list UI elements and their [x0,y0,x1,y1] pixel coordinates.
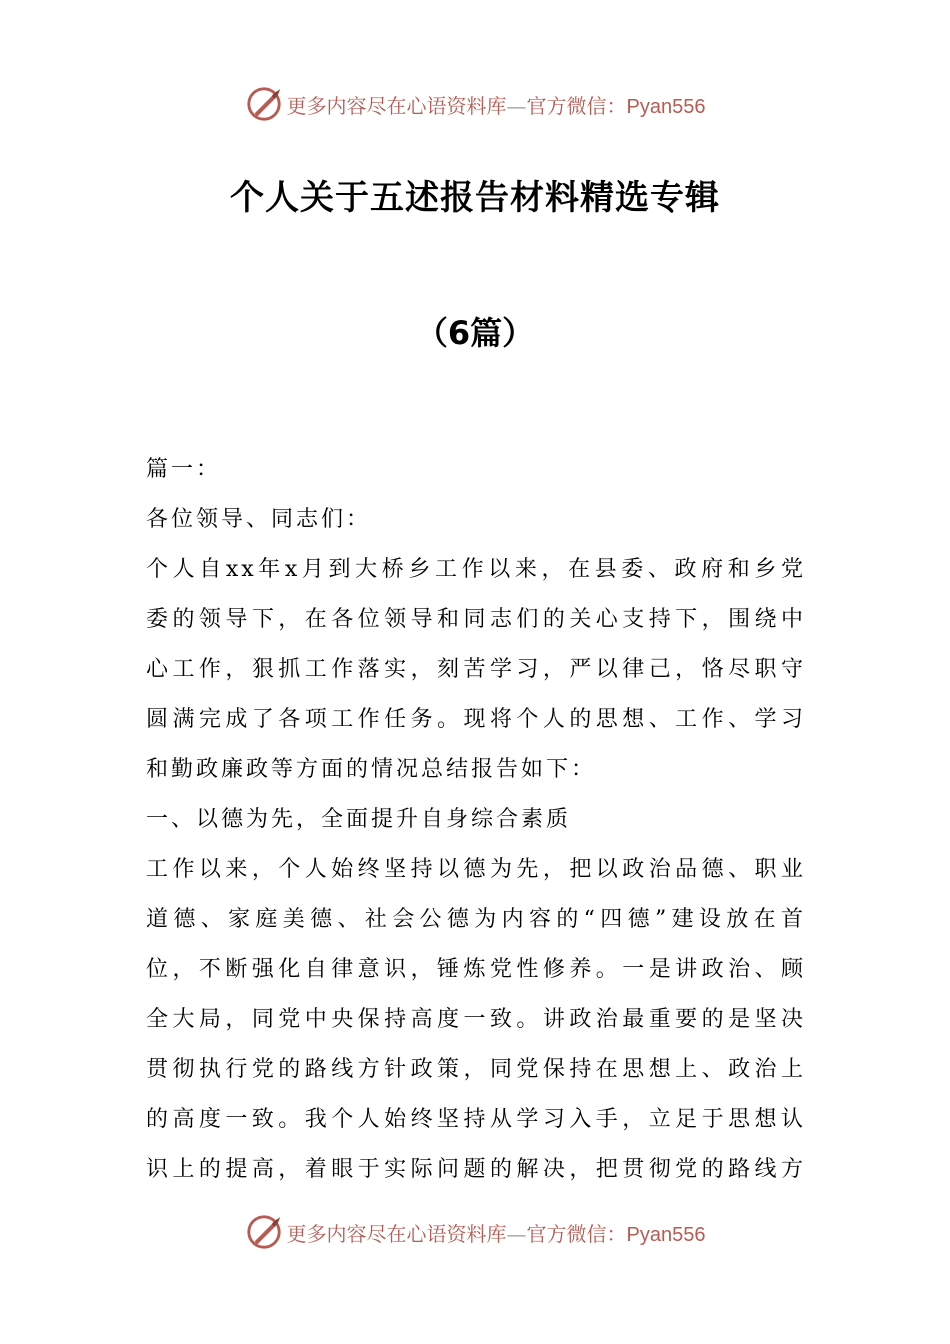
paragraph-line: 个人自xx年x月到大桥乡工作以来，在县委、政府和乡党 [146,557,806,582]
watermark-header [0,82,950,126]
paragraph-line: 心工作，狠抓工作落实，刻苦学习，严以律己，恪尽职守 [146,657,806,682]
watermark-text: 更多内容尽在心语资料库—官方微信：Pyan556 [286,1221,706,1246]
paragraph-line: 位，不断强化自律意识，锤炼党性修养。一是讲政治、顾 [146,957,806,982]
paragraph-line: 工作以来，个人始终坚持以德为先，把以政治品德、职业 [146,857,806,882]
quill-logo-icon [245,85,283,123]
document-subtitle: （6篇） [415,314,535,352]
document-title: 个人关于五述报告材料精选专辑 [230,178,720,218]
wechat-id: Pyan556 [626,95,706,118]
salutation: 各位领导、同志们： [146,507,372,532]
paragraph-line: 和勤政廉政等方面的情况总结报告如下： [146,757,597,782]
quill-logo-icon [245,1213,283,1251]
paragraph-line: 的高度一致。我个人始终坚持从学习入手，立足于思想认 [146,1107,806,1132]
paragraph-line: 道德、家庭美德、社会公德为内容的“四德”建设放在首 [146,907,806,932]
paragraph-line: 委的领导下，在各位领导和同志们的关心支持下，围绕中 [146,607,806,632]
watermark-text: 更多内容尽在心语资料库—官方微信：Pyan556 [286,93,706,118]
subsection-heading: 一、以德为先，全面提升自身综合素质 [146,807,572,832]
wechat-id: Pyan556 [626,1223,706,1246]
paragraph-line: 圆满完成了各项工作任务。现将个人的思想、工作、学习 [146,707,806,732]
paragraph-line: 全大局，同党中央保持高度一致。讲政治最重要的是坚决 [146,1007,806,1032]
paragraph-line: 贯彻执行党的路线方针政策，同党保持在思想上、政治上 [146,1057,806,1082]
paragraph-line: 识上的提高，着眼于实际问题的解决，把贯彻党的路线方 [146,1157,806,1182]
watermark-footer [0,1210,950,1254]
section-heading: 篇一： [146,457,222,482]
document-body [146,445,806,1195]
